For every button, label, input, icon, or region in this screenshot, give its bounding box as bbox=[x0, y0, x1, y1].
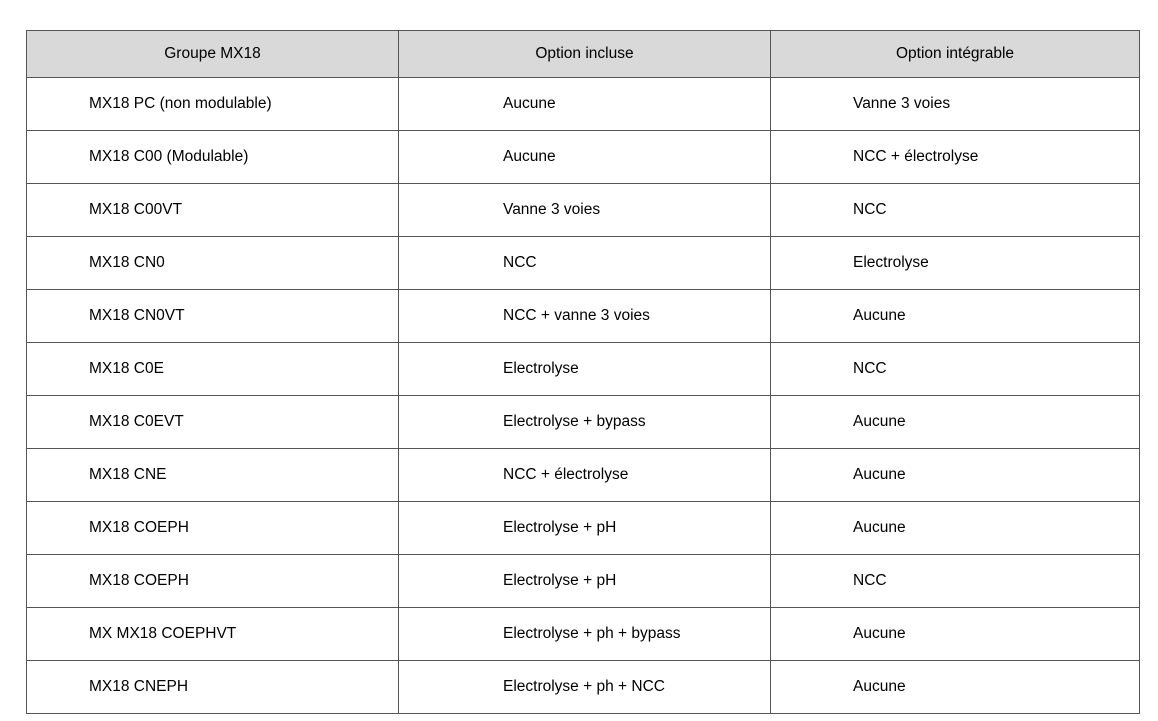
cell-option-integrable: Aucune bbox=[771, 661, 1140, 714]
table-header-row bbox=[27, 31, 1140, 78]
table-row bbox=[27, 78, 1140, 131]
cell-option-incluse: Aucune bbox=[399, 78, 771, 131]
cell-groupe: MX18 C0E bbox=[27, 343, 399, 396]
table-header bbox=[27, 31, 1140, 78]
table-row bbox=[27, 661, 1140, 714]
cell-groupe: MX MX18 COEPHVT bbox=[27, 608, 399, 661]
cell-option-incluse: Electrolyse + bypass bbox=[399, 396, 771, 449]
cell-groupe: MX18 C00 (Modulable) bbox=[27, 131, 399, 184]
cell-option-integrable: Vanne 3 voies bbox=[771, 78, 1140, 131]
column-header-groupe: Groupe MX18 bbox=[27, 31, 399, 78]
cell-option-incluse: NCC + électrolyse bbox=[399, 449, 771, 502]
options-table bbox=[26, 30, 1140, 714]
cell-groupe: MX18 PC (non modulable) bbox=[27, 78, 399, 131]
table-row bbox=[27, 290, 1140, 343]
cell-option-integrable: Aucune bbox=[771, 290, 1140, 343]
cell-option-integrable: NCC + électrolyse bbox=[771, 131, 1140, 184]
table-row bbox=[27, 555, 1140, 608]
cell-option-incluse: Electrolyse + pH bbox=[399, 555, 771, 608]
cell-option-integrable: Aucune bbox=[771, 396, 1140, 449]
table-row bbox=[27, 237, 1140, 290]
cell-option-incluse: Vanne 3 voies bbox=[399, 184, 771, 237]
table-row bbox=[27, 343, 1140, 396]
cell-option-integrable: Electrolyse bbox=[771, 237, 1140, 290]
cell-groupe: MX18 CNEPH bbox=[27, 661, 399, 714]
cell-groupe: MX18 CN0 bbox=[27, 237, 399, 290]
cell-option-incluse: NCC bbox=[399, 237, 771, 290]
cell-option-integrable: NCC bbox=[771, 184, 1140, 237]
cell-option-integrable: NCC bbox=[771, 555, 1140, 608]
table-row bbox=[27, 502, 1140, 555]
cell-option-integrable: Aucune bbox=[771, 608, 1140, 661]
table-row bbox=[27, 396, 1140, 449]
cell-option-incluse: Electrolyse + ph + NCC bbox=[399, 661, 771, 714]
table-row bbox=[27, 608, 1140, 661]
table-body bbox=[27, 78, 1140, 714]
cell-option-incluse: Electrolyse + pH bbox=[399, 502, 771, 555]
cell-option-integrable: Aucune bbox=[771, 502, 1140, 555]
column-header-option-incluse: Option incluse bbox=[399, 31, 771, 78]
cell-option-incluse: Electrolyse bbox=[399, 343, 771, 396]
cell-option-incluse: NCC + vanne 3 voies bbox=[399, 290, 771, 343]
cell-groupe: MX18 COEPH bbox=[27, 502, 399, 555]
cell-option-incluse: Aucune bbox=[399, 131, 771, 184]
table-row bbox=[27, 131, 1140, 184]
cell-option-integrable: Aucune bbox=[771, 449, 1140, 502]
cell-groupe: MX18 CN0VT bbox=[27, 290, 399, 343]
cell-option-integrable: NCC bbox=[771, 343, 1140, 396]
table-row bbox=[27, 184, 1140, 237]
cell-groupe: MX18 C00VT bbox=[27, 184, 399, 237]
cell-groupe: MX18 COEPH bbox=[27, 555, 399, 608]
cell-groupe: MX18 CNE bbox=[27, 449, 399, 502]
column-header-option-integrable: Option intégrable bbox=[771, 31, 1140, 78]
cell-option-incluse: Electrolyse + ph + bypass bbox=[399, 608, 771, 661]
cell-groupe: MX18 C0EVT bbox=[27, 396, 399, 449]
table-row bbox=[27, 449, 1140, 502]
